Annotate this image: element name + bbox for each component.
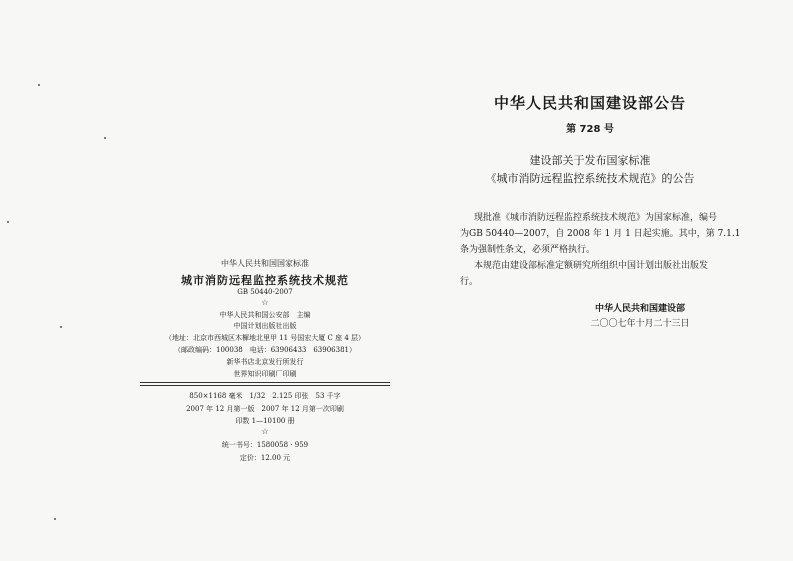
paragraph1-line1: 现批准《城市消防远程监控系统技术规范》为国家标准，编号 <box>474 213 718 223</box>
colophon <box>140 0 390 561</box>
scan-speck <box>38 84 40 86</box>
paragraph2-line1: 本规范由建设部标准定额研究所组织中国计划出版社出版发 <box>474 261 709 271</box>
divider-top <box>140 382 390 383</box>
colophon-distributor: 新华书店北京发行所发行 <box>226 358 304 366</box>
star-icon: ☆ <box>261 298 269 307</box>
divider-bottom <box>140 385 390 386</box>
colophon-print-run: 印数 1—10100 册 <box>235 417 295 425</box>
issue-date: 二〇〇七年十月二十三日 <box>590 319 690 329</box>
paragraph1-line3: 条为强制性条文，必须严格执行。 <box>460 245 596 255</box>
announcement-title: 中华人民共和国建设部公告 <box>493 94 686 112</box>
colophon-printer: 世界知识印刷厂印刷 <box>233 370 297 378</box>
colophon-title: 城市消防远程监控系统技术规范 <box>181 274 349 287</box>
colophon-price: 定价：12.00 元 <box>239 454 291 462</box>
announcement-number: 第 728 号 <box>566 124 614 135</box>
colophon-series: 中华人民共和国国家标准 <box>221 259 309 268</box>
paragraph2-line2: 行。 <box>460 277 479 287</box>
paragraph1-line2: 为GB 50440—2007，自 2008 年 1 月 1 日起实施。其中，第 7.1.1 <box>460 229 741 239</box>
colophon-edition: 2007 年 12 月第一版 2007 年 12 月第一次印刷 <box>186 405 344 413</box>
scan-speck <box>7 221 9 223</box>
colophon-postcode: （邮政编码：100038 电话：63906433 63906381） <box>174 346 356 354</box>
colophon-book-number: 统一书号：1580058 · 959 <box>221 441 309 449</box>
colophon-publisher: 中国计划出版社出版 <box>233 322 297 330</box>
signatory: 中华人民共和国建设部 <box>594 304 685 314</box>
scan-speck <box>104 137 106 139</box>
announcement-subject-line2: 《城市消防远程监控系统技术规范》的公告 <box>485 172 695 185</box>
star-icon: ☆ <box>261 427 269 436</box>
colophon-specs: 850×1168 毫米 1/32 2.125 印张 53 千字 <box>189 392 341 400</box>
scan-speck <box>54 518 56 520</box>
colophon-address: （地址：北京市西城区木樨地北里甲 11 号国宏大厦 C 座 4 层） <box>164 334 366 342</box>
colophon-code: GB 50440-2007 <box>237 288 293 296</box>
announcement-subject-line1: 建设部关于发布国家标准 <box>529 154 651 167</box>
colophon-editor: 中华人民共和国公安部 主编 <box>219 311 311 319</box>
scan-speck <box>60 326 62 328</box>
